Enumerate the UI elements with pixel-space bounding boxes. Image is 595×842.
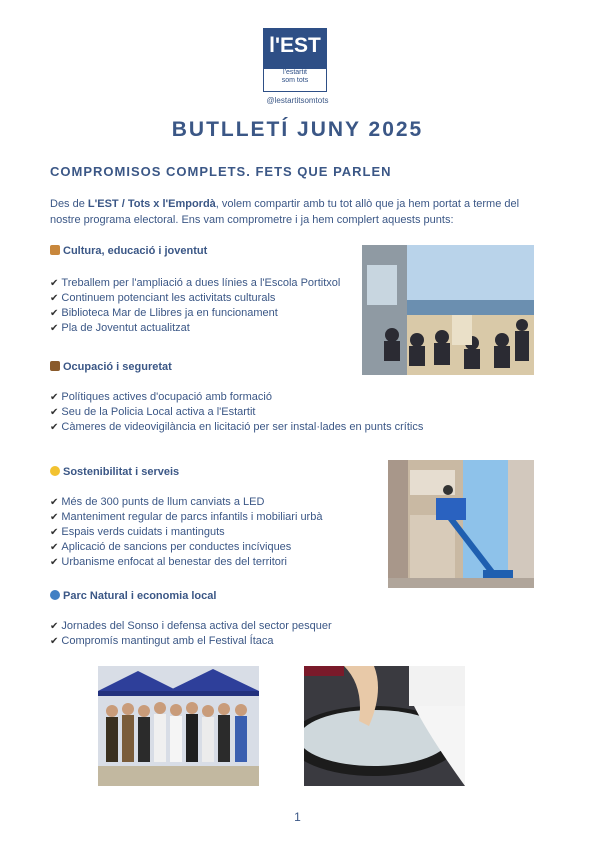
photo-streetlight-lift — [388, 460, 534, 588]
section-title-text: Sostenibilitat i serveis — [63, 466, 180, 478]
list-item: ✔ Urbanisme enfocat al benestar des del territori — [50, 555, 322, 570]
section-list-employment — [50, 390, 423, 435]
logo — [263, 28, 327, 92]
fish-icon — [50, 590, 60, 600]
section-title-employment — [50, 361, 172, 373]
list-item: ✔ Polítiques actives d'ocupació amb formació — [50, 390, 423, 405]
section-list-natural-park — [50, 619, 332, 649]
list-item: ✔ Continuem potenciant les activitats culturals — [50, 291, 340, 306]
page-number: 1 — [294, 810, 301, 824]
section-title-text: Parc Natural i economia local — [63, 590, 217, 602]
list-item: ✔ Seu de la Policia Local activa a l'Estartit — [50, 405, 423, 420]
logo-brand: l'EST — [269, 34, 321, 57]
page-subtitle: COMPROMISOS COMPLETS. FETS QUE PARLEN — [50, 164, 392, 179]
list-item: ✔ Espais verds cuidats i mantinguts — [50, 525, 322, 540]
intro-paragraph — [50, 196, 550, 228]
books-icon — [50, 245, 60, 255]
lightbulb-icon — [50, 466, 60, 476]
section-list-sustainability — [50, 495, 322, 570]
section-list-culture — [50, 276, 340, 336]
list-item: ✔ Treballem per l'ampliació a dues línies a l'Escola Portitxol — [50, 276, 340, 291]
list-item: ✔ Pla de Joventut actualitzat — [50, 321, 340, 336]
section-title-text: Cultura, educació i joventut — [63, 245, 208, 257]
list-item: ✔ Compromís mantingut amb el Festival Ítaca — [50, 634, 332, 649]
section-title-sustainability — [50, 466, 179, 478]
logo-subtitle-box — [263, 68, 327, 92]
photo-hands-basin — [304, 666, 465, 786]
list-item: ✔ Manteniment regular de parcs infantils i mobiliari urbà — [50, 510, 322, 525]
list-item: ✔ Aplicació de sancions per conductes incíviques — [50, 540, 322, 555]
social-handle: @lestartitsomtots — [266, 96, 329, 105]
photo-outdoor-event — [362, 245, 534, 375]
list-item: ✔ Més de 300 punts de llum canviats a LED — [50, 495, 322, 510]
section-title-culture — [50, 245, 207, 257]
photo-group — [98, 666, 259, 786]
list-item: ✔ Biblioteca Mar de Llibres ja en funcionament — [50, 306, 340, 321]
list-item: ✔ Jornades del Sonso i defensa activa del sector pesquer — [50, 619, 332, 634]
list-item: ✔ Càmeres de videovigilància en licitació per ser instal·lades en punts crítics — [50, 420, 423, 435]
intro-bold: L'EST / Tots x l'Empordà — [87, 198, 216, 210]
section-title-natural-park — [50, 590, 216, 602]
intro-prefix: Des de — [50, 198, 88, 210]
briefcase-icon — [50, 361, 60, 371]
page-title: BUTLLETÍ JUNY 2025 — [171, 118, 424, 141]
logo-sub-line2: som tots — [281, 77, 309, 84]
section-title-text: Ocupació i seguretat — [63, 361, 172, 373]
intro-suffix: , volem compartir amb tu tot allò que ja hem portat a terme del nostre programa electoral. Ens vam comprometre i ja hem complert aquests punts: — [50, 198, 520, 226]
logo-sub-line1: l'estartit — [283, 69, 307, 76]
